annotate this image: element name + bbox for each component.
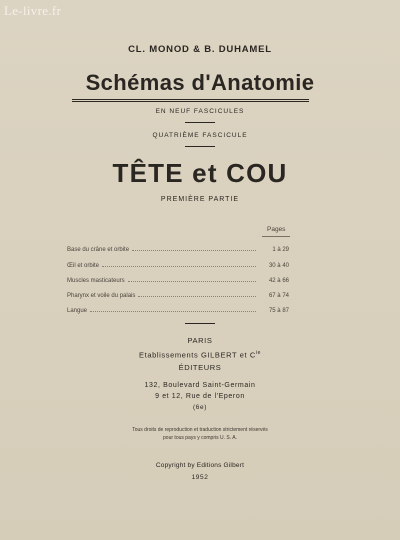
toc-leader: [128, 281, 256, 282]
title-underline: [72, 99, 309, 100]
divider: [185, 146, 215, 147]
toc-row: [67, 243, 289, 253]
toc-pages: 1 à 29: [272, 247, 289, 253]
toc-pages-header: Pages: [267, 226, 286, 233]
toc-leader: [102, 266, 256, 267]
toc-pages: 42 à 66: [268, 278, 289, 284]
publication-year: 1952: [191, 474, 209, 481]
subject-title: TÊTE et COU: [112, 158, 288, 188]
copyright-line: Copyright by Editions Gilbert: [155, 462, 245, 469]
publisher-role: ÉDITEURS: [178, 363, 222, 372]
authors: CL. MONOD & B. DUHAMEL: [128, 44, 272, 55]
divider: [185, 122, 215, 123]
fascicle-label: QUATRIÈME FASCICULE: [152, 132, 248, 139]
toc-row: [67, 304, 289, 314]
toc-pages: 75 à 87: [268, 308, 289, 314]
toc-pages: 30 à 40: [268, 263, 289, 269]
toc-leader: [132, 250, 256, 251]
divider: [185, 323, 215, 324]
publisher-district: (6e): [193, 404, 207, 411]
toc-leader: [90, 311, 256, 312]
publisher-name-text: Etablissements GILBERT et C: [139, 350, 256, 360]
title-underline-second: [72, 101, 309, 102]
series-note: EN NEUF FASCICULES: [155, 108, 245, 115]
toc-label: Base du crâne et orbite: [67, 247, 130, 253]
book-title: Schémas d'Anatomie: [85, 70, 315, 95]
toc-pages: 67 à 74: [268, 293, 289, 299]
toc-header-underline: [262, 236, 290, 237]
publisher-address-2: 9 et 12, Rue de l'Eperon: [155, 393, 245, 400]
publisher-address-1: 132, Boulevard Saint-Germain: [144, 382, 256, 389]
rights-line-1: Tous droits de reproduction et traduction strictement réservés: [132, 427, 268, 433]
publisher-city: PARIS: [187, 336, 213, 345]
toc-label: Pharynx et voile du palais: [67, 293, 136, 299]
toc-row: [67, 259, 289, 269]
publisher-name: [0, 350, 400, 360]
part-label: PREMIÈRE PARTIE: [160, 196, 240, 203]
rights-line-2: pour tous pays y compris U. S. A.: [163, 435, 237, 441]
toc-label: Œil et orbite: [67, 263, 100, 269]
toc-row: [67, 274, 289, 284]
toc-row: [67, 289, 289, 299]
toc-label: Langue: [67, 308, 88, 314]
toc-label: Muscles masticateurs: [67, 278, 125, 284]
watermark: Le-livre.fr: [4, 3, 62, 18]
publisher-name-sup: ie: [255, 350, 261, 356]
toc-leader: [138, 296, 256, 297]
